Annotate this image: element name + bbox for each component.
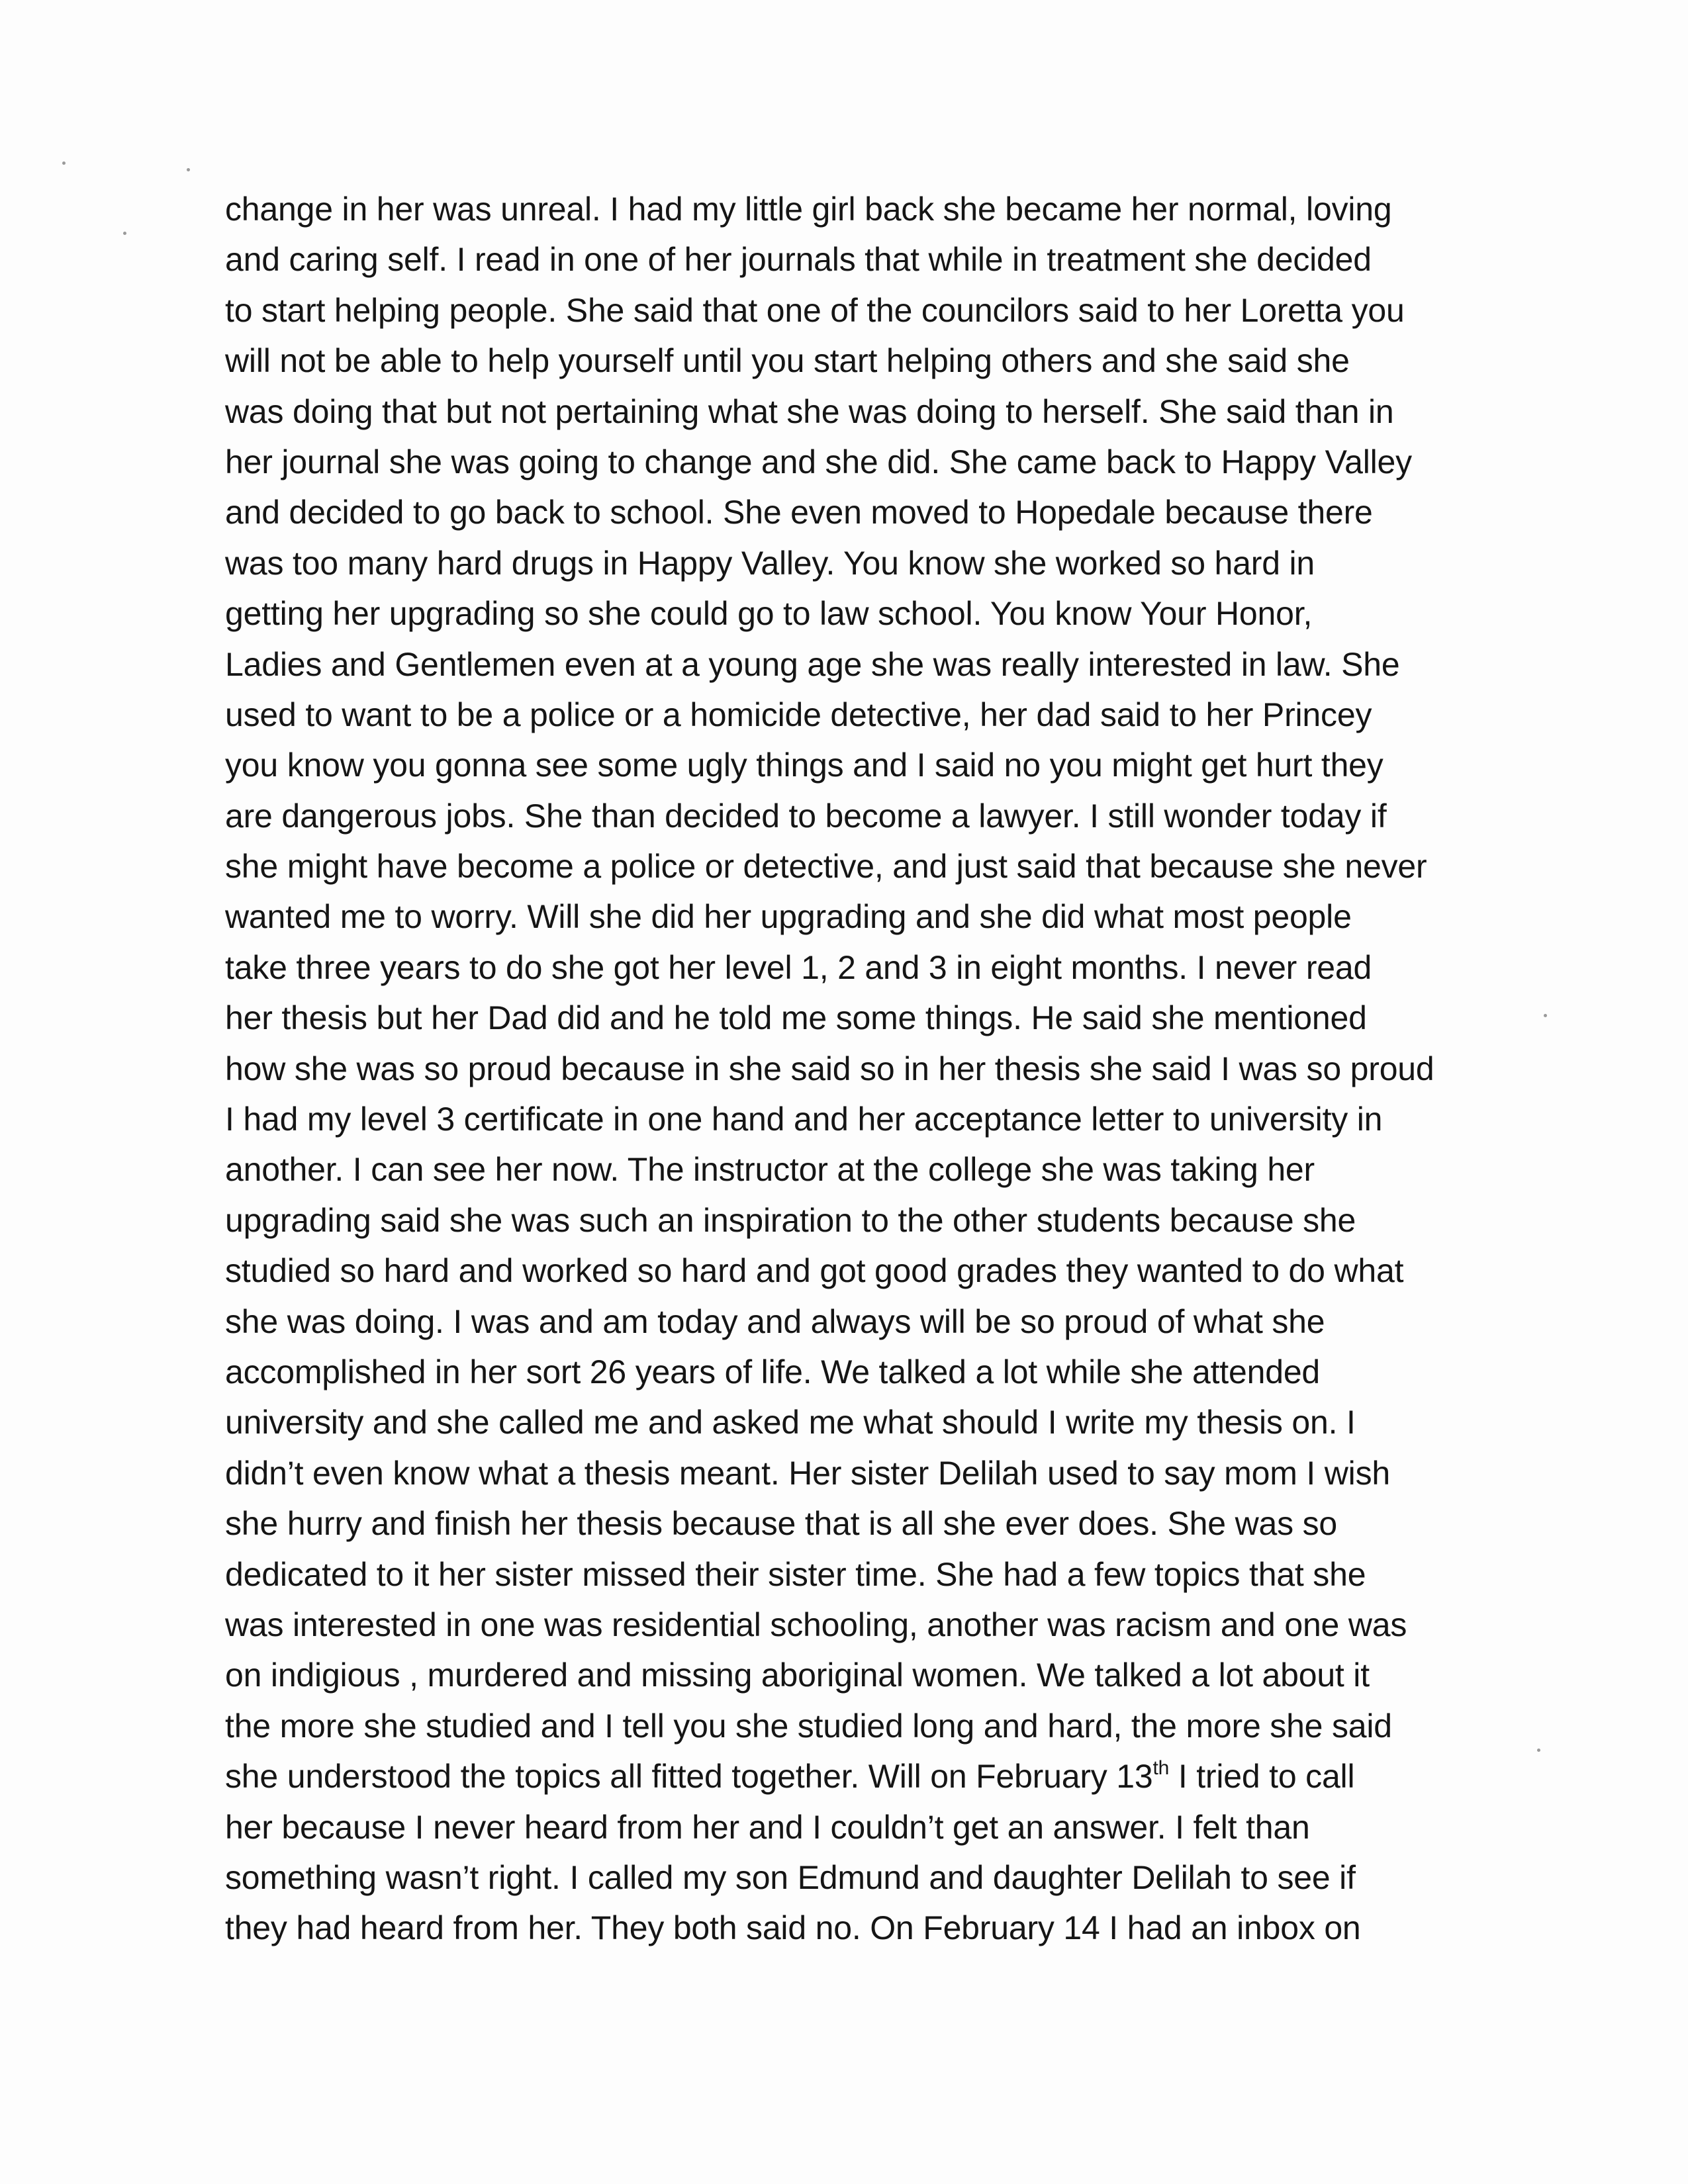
text-line: something wasn’t right. I called my son Edmund and daughter Delilah to see if [225, 1858, 1356, 1896]
text-line: used to want to be a police or a homicide detective, her dad said to her Princey [225, 696, 1372, 733]
text-line: to start helping people. She said that one of the councilors said to her Loretta you [225, 291, 1405, 329]
text-line: Ladies and Gentlemen even at a young age she was really interested in law. She [225, 645, 1400, 683]
text-line: was doing that but not pertaining what she was doing to herself. She said than in [225, 392, 1394, 430]
text-line: I had my level 3 certificate in one hand and her acceptance letter to university in [225, 1101, 1383, 1138]
text-line: she might have become a police or detective, and just said that because she never [225, 848, 1427, 886]
text-line: her thesis but her Dad did and he told me some things. He said she mentioned [225, 999, 1367, 1037]
text-line: will not be able to help yourself until you start helping others and she said she [225, 342, 1350, 380]
text-line: university and she called me and asked me what should I write my thesis on. I [225, 1404, 1356, 1441]
text-line: was too many hard drugs in Happy Valley. You know she worked so hard in [225, 544, 1315, 582]
scan-speck [62, 161, 66, 165]
text-line: change in her was unreal. I had my little girl back she became her normal, loving [225, 191, 1392, 228]
text-line: her journal she was going to change and she did. She came back to Happy Valley [225, 443, 1412, 480]
text-line: the more she studied and I tell you she studied long and hard, the more she said [225, 1707, 1392, 1745]
text-line: getting her upgrading so she could go to law school. You know Your Honor, [225, 595, 1313, 633]
text-line: didn’t even know what a thesis meant. Her sister Delilah used to say mom I wish [225, 1454, 1390, 1492]
text-line: and decided to go back to school. She even moved to Hopedale because there [225, 494, 1373, 531]
scan-speck [187, 168, 190, 171]
scan-speck [123, 232, 126, 235]
text-line: was interested in one was residential schooling, another was racism and one was [225, 1606, 1407, 1643]
text-line: how she was so proud because in she said so in her thesis she said I was so proud [225, 1050, 1434, 1087]
text-line: and caring self. I read in one of her journals that while in treatment she decided [225, 241, 1372, 279]
letter-body [225, 184, 1536, 1954]
text-line: she hurry and finish her thesis because that is all she ever does. She was so [225, 1505, 1337, 1543]
scan-speck [1544, 1014, 1547, 1017]
text-line: are dangerous jobs. She than decided to become a lawyer. I still wonder today if [225, 797, 1387, 835]
text-line: wanted me to worry. Will she did her upgrading and she did what most people [225, 898, 1352, 936]
scan-speck [1537, 1749, 1540, 1752]
text-fragment: I tried to call [1169, 1758, 1355, 1796]
text-line: accomplished in her sort 26 years of life. We talked a lot while she attended [225, 1353, 1321, 1390]
text-fragment: she understood the topics all fitted together. Will on February 13 [225, 1758, 1153, 1796]
ordinal-superscript: th [1152, 1757, 1170, 1780]
text-line: upgrading said she was such an inspiration to the other students because she [225, 1201, 1356, 1239]
text-line: dedicated to it her sister missed their sister time. She had a few topics that she [225, 1555, 1366, 1593]
text-line: they had heard from her. They both said no. On February 14 I had an inbox on [225, 1909, 1361, 1947]
text-line: you know you gonna see some ugly things and I said no you might get hurt they [225, 747, 1383, 784]
text-line: take three years to do she got her level 1, 2 and 3 in eight months. I never read [225, 948, 1372, 986]
text-line: studied so hard and worked so hard and got good grades they wanted to do what [225, 1252, 1404, 1290]
text-line-with-superscript [225, 1751, 1536, 1801]
text-line: another. I can see her now. The instructor at the college she was taking her [225, 1151, 1315, 1189]
text-line: her because I never heard from her and I couldn’t get an answer. I felt than [225, 1808, 1310, 1846]
text-line: she was doing. I was and am today and always will be so proud of what she [225, 1302, 1325, 1340]
text-line: on indigious , murdered and missing aboriginal women. We talked a lot about it [225, 1657, 1370, 1694]
